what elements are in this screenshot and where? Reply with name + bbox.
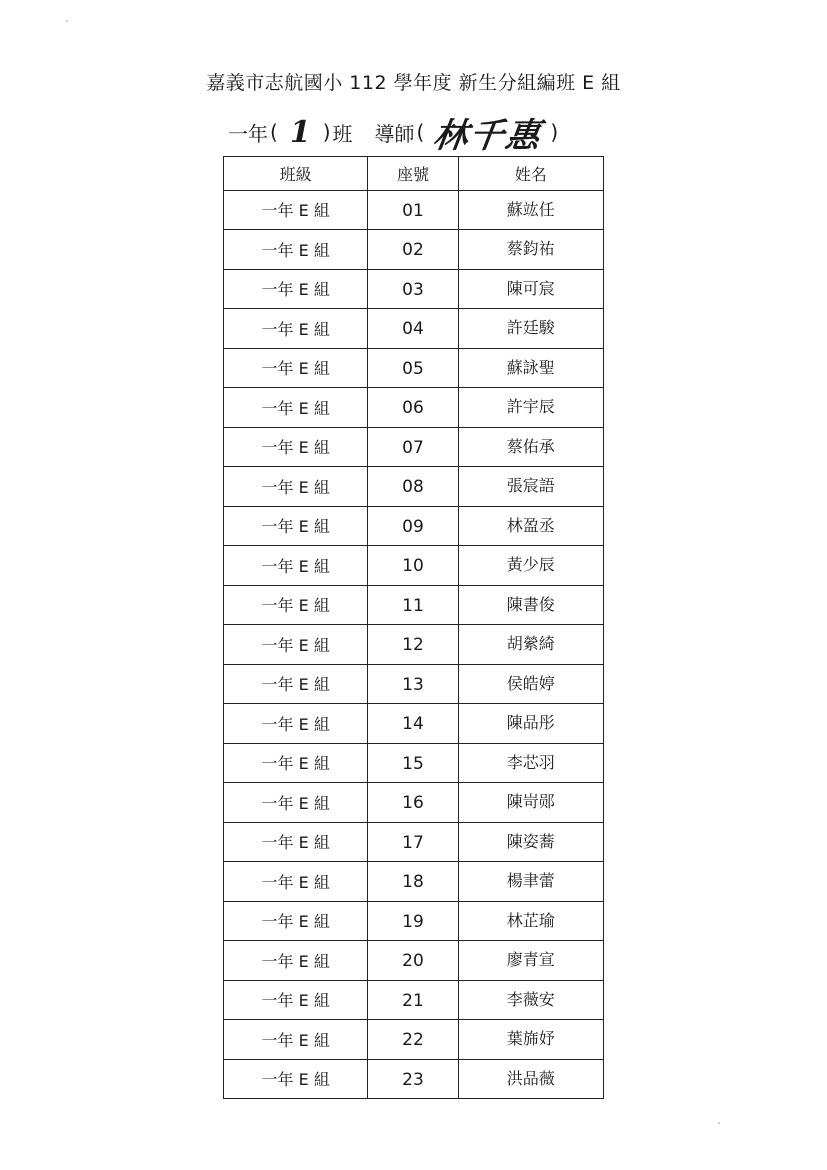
name-cell: 陳書俊 bbox=[458, 585, 603, 625]
table-row bbox=[224, 704, 604, 744]
table-row bbox=[224, 1020, 604, 1060]
handwritten-teacher-signature: 林千惠 bbox=[431, 115, 545, 156]
seat-cell: 18 bbox=[368, 862, 458, 902]
seat-cell: 08 bbox=[368, 467, 458, 507]
class-cell: 一年 E 組 bbox=[224, 980, 368, 1020]
name-cell: 蘇竑任 bbox=[458, 190, 603, 230]
table-row bbox=[224, 546, 604, 586]
name-cell: 葉旆妤 bbox=[458, 1020, 603, 1060]
close-paren: ) bbox=[322, 120, 331, 144]
table-header-row bbox=[224, 157, 604, 191]
seat-cell: 16 bbox=[368, 783, 458, 823]
table-row bbox=[224, 743, 604, 783]
seat-cell: 21 bbox=[368, 980, 458, 1020]
name-cell: 李薇安 bbox=[458, 980, 603, 1020]
class-cell: 一年 E 組 bbox=[224, 822, 368, 862]
class-cell: 一年 E 組 bbox=[224, 269, 368, 309]
table-row bbox=[224, 269, 604, 309]
table-body bbox=[224, 190, 604, 1099]
table-row bbox=[224, 980, 604, 1020]
seat-cell: 17 bbox=[368, 822, 458, 862]
seat-cell: 01 bbox=[368, 190, 458, 230]
header-class: 班級 bbox=[224, 157, 368, 191]
document-title: 嘉義市志航國小 112 學年度 新生分組編班 E 組 bbox=[206, 72, 621, 94]
scan-speck bbox=[718, 1122, 720, 1124]
name-cell: 林盈丞 bbox=[458, 506, 603, 546]
scan-speck bbox=[66, 20, 68, 22]
seat-cell: 14 bbox=[368, 704, 458, 744]
table-row bbox=[224, 348, 604, 388]
class-cell: 一年 E 組 bbox=[224, 862, 368, 902]
name-cell: 廖青宣 bbox=[458, 941, 603, 981]
table-row bbox=[224, 506, 604, 546]
class-cell: 一年 E 組 bbox=[224, 230, 368, 270]
table-row bbox=[224, 822, 604, 862]
name-cell: 蔡佑承 bbox=[458, 427, 603, 467]
name-cell: 張宸語 bbox=[458, 467, 603, 507]
class-cell: 一年 E 組 bbox=[224, 704, 368, 744]
name-cell: 林芷瑜 bbox=[458, 901, 603, 941]
header-name: 姓名 bbox=[458, 157, 603, 191]
seat-cell: 15 bbox=[368, 743, 458, 783]
name-cell: 許廷駿 bbox=[458, 309, 603, 349]
seat-cell: 05 bbox=[368, 348, 458, 388]
grade-prefix: 一年 bbox=[228, 121, 268, 146]
class-cell: 一年 E 組 bbox=[224, 309, 368, 349]
name-cell: 陳岢郧 bbox=[458, 783, 603, 823]
class-cell: 一年 E 組 bbox=[224, 388, 368, 428]
name-cell: 蔡鈞祐 bbox=[458, 230, 603, 270]
class-cell: 一年 E 組 bbox=[224, 348, 368, 388]
name-cell: 楊聿蕾 bbox=[458, 862, 603, 902]
class-cell: 一年 E 組 bbox=[224, 1020, 368, 1060]
name-cell: 洪品薇 bbox=[458, 1059, 603, 1099]
table-row bbox=[224, 467, 604, 507]
seat-cell: 12 bbox=[368, 625, 458, 665]
table-row bbox=[224, 901, 604, 941]
class-cell: 一年 E 組 bbox=[224, 941, 368, 981]
table-row bbox=[224, 941, 604, 981]
table-row bbox=[224, 1059, 604, 1099]
name-cell: 蘇詠聖 bbox=[458, 348, 603, 388]
teacher-open-paren: ( bbox=[416, 120, 425, 144]
class-cell: 一年 E 組 bbox=[224, 427, 368, 467]
class-cell: 一年 E 組 bbox=[224, 467, 368, 507]
name-cell: 陳可宸 bbox=[458, 269, 603, 309]
seat-cell: 23 bbox=[368, 1059, 458, 1099]
class-cell: 一年 E 組 bbox=[224, 1059, 368, 1099]
class-cell: 一年 E 組 bbox=[224, 546, 368, 586]
seat-cell: 07 bbox=[368, 427, 458, 467]
handwritten-class-number: 1 bbox=[289, 114, 311, 150]
seat-cell: 20 bbox=[368, 941, 458, 981]
class-cell: 一年 E 組 bbox=[224, 664, 368, 704]
seat-cell: 11 bbox=[368, 585, 458, 625]
header-seat: 座號 bbox=[368, 157, 458, 191]
table-row bbox=[224, 427, 604, 467]
name-cell: 黃少辰 bbox=[458, 546, 603, 586]
class-cell: 一年 E 組 bbox=[224, 783, 368, 823]
table-row bbox=[224, 388, 604, 428]
seat-cell: 02 bbox=[368, 230, 458, 270]
seat-cell: 19 bbox=[368, 901, 458, 941]
class-cell: 一年 E 組 bbox=[224, 625, 368, 665]
class-cell: 一年 E 組 bbox=[224, 585, 368, 625]
seat-cell: 06 bbox=[368, 388, 458, 428]
name-cell: 胡縈綺 bbox=[458, 625, 603, 665]
name-cell: 侯皓婷 bbox=[458, 664, 603, 704]
student-roster-table bbox=[223, 156, 604, 1099]
seat-cell: 22 bbox=[368, 1020, 458, 1060]
table-row bbox=[224, 625, 604, 665]
class-cell: 一年 E 組 bbox=[224, 190, 368, 230]
open-paren: ( bbox=[270, 120, 278, 144]
teacher-label: 導師 bbox=[374, 121, 415, 146]
name-cell: 陳品彤 bbox=[458, 704, 603, 744]
seat-cell: 09 bbox=[368, 506, 458, 546]
class-teacher-line bbox=[228, 110, 560, 154]
table-row bbox=[224, 585, 604, 625]
table-row bbox=[224, 664, 604, 704]
seat-cell: 10 bbox=[368, 546, 458, 586]
class-cell: 一年 E 組 bbox=[224, 901, 368, 941]
class-suffix: 班 bbox=[332, 121, 353, 146]
seat-cell: 04 bbox=[368, 309, 458, 349]
class-cell: 一年 E 組 bbox=[224, 743, 368, 783]
table-row bbox=[224, 190, 604, 230]
table-row bbox=[224, 862, 604, 902]
table-row bbox=[224, 309, 604, 349]
seat-cell: 03 bbox=[368, 269, 458, 309]
name-cell: 許宇辰 bbox=[458, 388, 603, 428]
seat-cell: 13 bbox=[368, 664, 458, 704]
class-cell: 一年 E 組 bbox=[224, 506, 368, 546]
name-cell: 李芯羽 bbox=[458, 743, 603, 783]
table-row bbox=[224, 230, 604, 270]
teacher-close-paren: ) bbox=[550, 120, 559, 144]
table-row bbox=[224, 783, 604, 823]
name-cell: 陳姿蕎 bbox=[458, 822, 603, 862]
